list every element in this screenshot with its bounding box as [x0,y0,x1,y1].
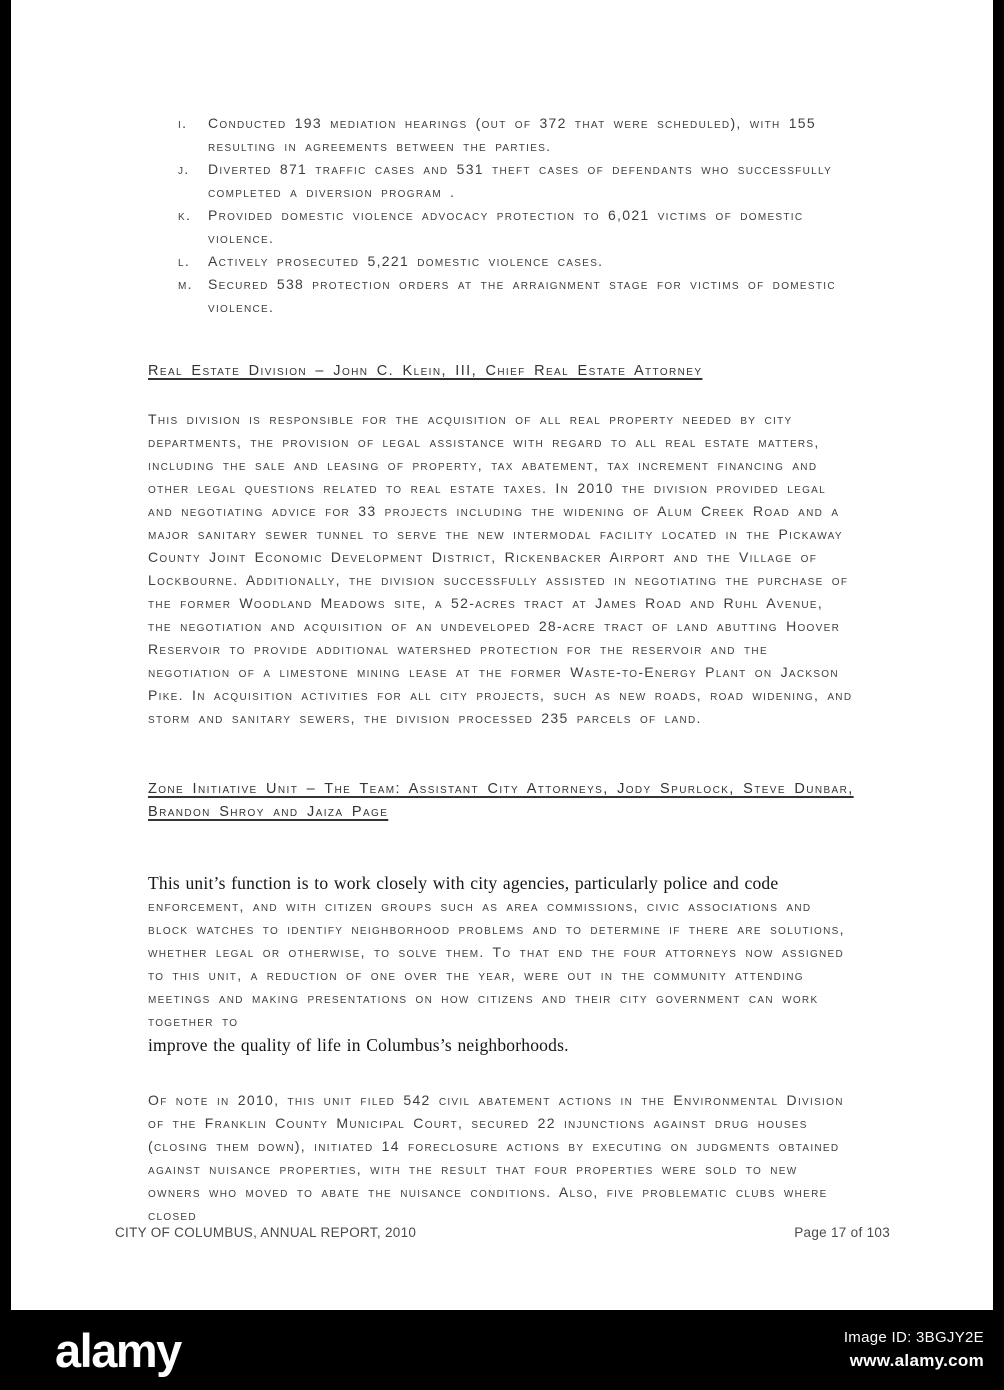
zone-unit-paragraph [148,871,854,1057]
zone-unit-intro-line: This unit’s function is to work closely with city agencies, particularly police and code [148,873,779,893]
list-item-label: i. [178,115,188,131]
list-item-label: j. [178,161,190,177]
list-item-label: k. [178,207,192,223]
list-item [178,158,854,204]
footer-report-title: CITY OF COLUMBUS, ANNUAL REPORT, 2010 [115,1225,417,1240]
watermark-image-id: Image ID: 3BGJY2E [843,1329,984,1346]
zone-unit-body-text: enforcement, and with citizen groups such as area commissions, civic associations and block watches to identify neighborhood problems and to determine if there are solutions, whether legal or otherwise, to solve them. To that end the four attorneys now assigned to this unit, a reduction of one over the year, were out in the community attending meetings and making presentations on how citizens and their city government can work together to [148,898,845,1029]
accomplishments-list [178,112,854,319]
list-item [178,204,854,250]
list-item [178,250,854,273]
list-item-text: Actively prosecuted 5,221 domestic violence cases. [208,253,604,269]
watermark-url: www.alamy.com [849,1351,984,1370]
list-item-text: Diverted 871 traffic cases and 531 theft cases of defendants who successfully completed a diversion program . [208,161,833,200]
watermark-info [844,1329,984,1371]
real-estate-division-heading: Real Estate Division – John C. Klein, III, Chief Real Estate Attorney [148,363,703,379]
zone-initiative-unit-heading: Zone Initiative Unit – The Team: Assistant City Attorneys, Jody Spurlock, Steve Dunbar, Brandon Shroy and Jaiza Page [148,781,854,820]
alamy-logo: alamy [55,1323,181,1377]
real-estate-division-paragraph: This division is responsible for the acquisition of all real property needed by city departments, the provision of legal assistance with regard to all real estate matters, including the sale and leasing of property, tax abatement, tax increment financing and other legal questions related to real estate taxes. In 2010 the division provided legal and negotiating advice for 33 projects including the widening of Alum Creek Road and a major sanitary sewer tunnel to serve the new intermodal facility located in the Pickaway County Joint Economic Development District, Rickenbacker Airport and the Village of Lockbourne. Additionally, the division successfully assisted in negotiating the purchase of the former Woodland Meadows site, a 52-acres tract at James Road and Ruhl Avenue, the negotiation and acquisition of an undeveloped 28-acre tract of land abutting Hoover Reservoir to provide additional watershed protection for the reservoir and the negotiation of a limestone mining lease at the former Waste-to-Energy Plant on Jackson Pike. In acquisition activities for all city projects, such as new roads, road widening, and storm and sanitary sewers, the division processed 235 parcels of land. [148,411,853,726]
alamy-watermark-bar [0,1310,1004,1390]
list-item-text: Provided domestic violence advocacy protection to 6,021 victims of domestic violence. [208,207,804,246]
left-edge-bar [0,0,11,1390]
list-item-text: Secured 538 protection orders at the arraignment stage for victims of domestic violence. [208,276,836,315]
page-footer [115,1225,890,1240]
zone-unit-stats-paragraph: Of note in 2010, this unit filed 542 civil abatement actions in the Environmental Division of the Franklin County Municipal Court, secured 22 injunctions against drug houses (closing them down), initiated 14 foreclosure actions by executing on judgments obtained against nuisance properties, with the result that four properties were sold to new owners who moved to abate the nuisance conditions. Also, five problematic clubs where closed [148,1092,844,1223]
list-item-label: l. [178,253,191,269]
page-content [148,112,854,1227]
footer-page-number: Page 17 of 103 [794,1225,890,1240]
right-edge-bar [993,0,1004,1390]
list-item [178,273,854,319]
list-item-label: m. [178,276,193,292]
list-item-text: Conducted 193 mediation hearings (out of 372 that were scheduled), with 155 resulting in agreements between the parties. [208,115,816,154]
list-item [178,112,854,158]
zone-unit-closing-line: improve the quality of life in Columbus’s neighborhoods. [148,1035,569,1055]
